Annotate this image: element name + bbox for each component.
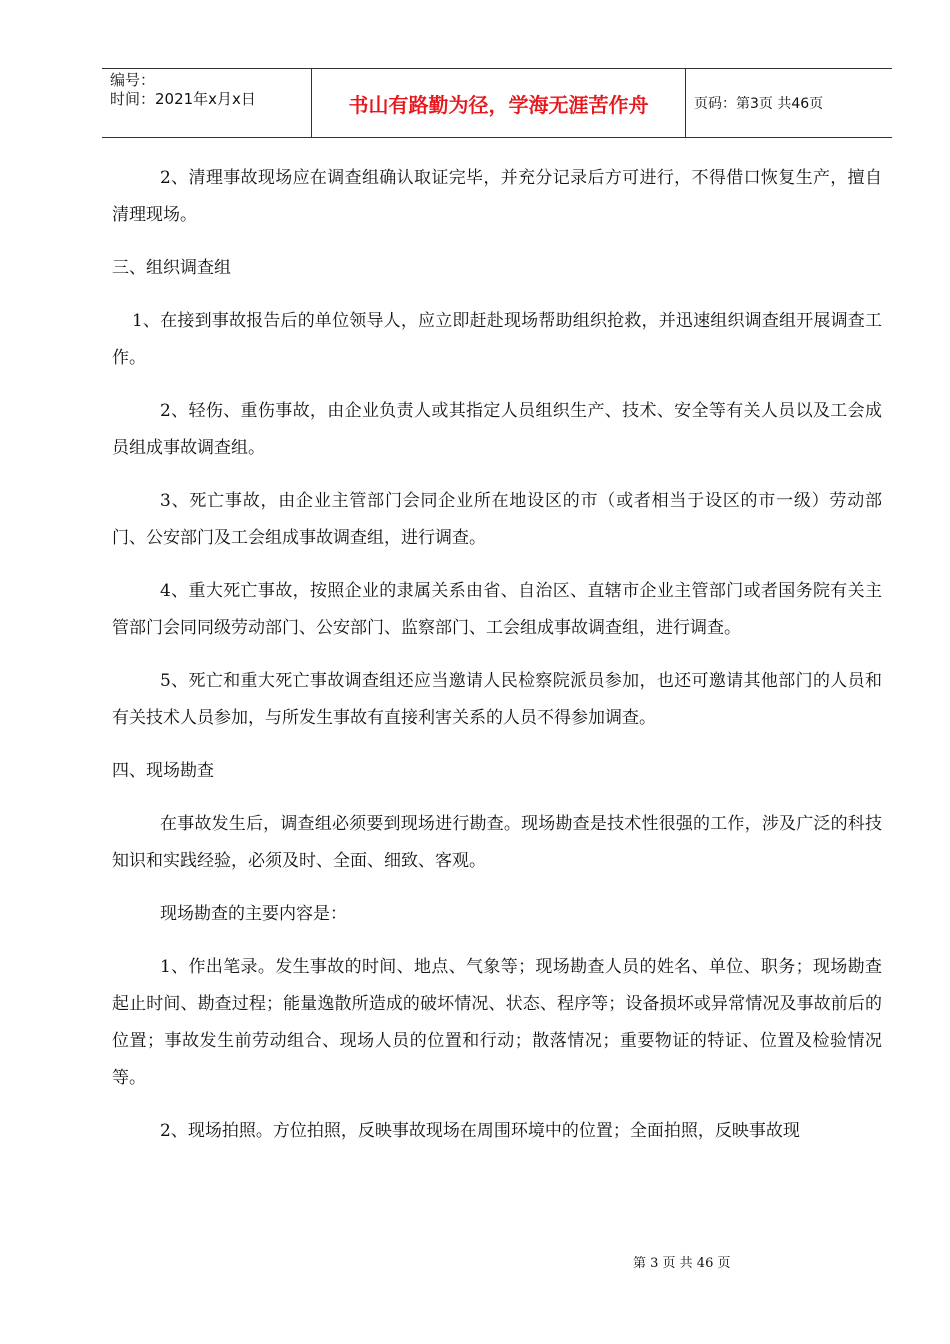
paragraph: 5、死亡和重大死亡事故调查组还应当邀请人民检察院派员参加，也还可邀请其他部门的人员和有关技术人员参加，与所发生事故有直接利害关系的人员不得参加调查。 — [112, 671, 882, 728]
header-meta — [102, 69, 312, 137]
paragraph: 在事故发生后，调查组必须要到现场进行勘查。现场勘查是技术性很强的工作，涉及广泛的科技知识和实践经验，必须及时、全面、细致、客观。 — [112, 814, 882, 871]
paragraph: 1、作出笔录。发生事故的时间、地点、气象等；现场勘查人员的姓名、单位、职务；现场勘查起止时间、勘查过程；能量逸散所造成的破坏情况、状态、程序等；设备损坏或异常情况及事故前后的位置；事故发生前劳动组合、现场人员的位置和行动；散落情况；重要物证的特证、位置及检验情况等。 — [112, 957, 882, 1088]
page-footer: 第 3 页 共 46 页 — [633, 1256, 731, 1271]
document-header — [102, 68, 892, 138]
serial-label: 编号： — [110, 71, 156, 89]
paragraph: 4、重大死亡事故，按照企业的隶属关系由省、自治区、直辖市企业主管部门或者国务院有关主管部门会同同级劳动部门、公安部门、监察部门、工会组成事故调查组，进行调查。 — [112, 581, 882, 638]
section-heading: 三、组织调查组 — [112, 258, 231, 278]
paragraph: 2、清理事故现场应在调查组确认取证完毕，并充分记录后方可进行，不得借口恢复生产，擅自清理现场。 — [112, 168, 882, 225]
header-motto: 书山有路勤为径，学海无涯苦作舟 — [312, 69, 686, 137]
document-body — [112, 160, 882, 1166]
section-heading: 四、现场勘查 — [112, 761, 214, 781]
paragraph: 1、在接到事故报告后的单位领导人，应立即赶赴现场帮助组织抢救，并迅速组织调查组开展调查工作。 — [112, 311, 882, 368]
paragraph: 现场勘查的主要内容是： — [160, 904, 347, 924]
paragraph: 2、现场拍照。方位拍照，反映事故现场在周围环境中的位置；全面拍照，反映事故现 — [160, 1121, 800, 1141]
header-page-info: 页码：第3页 共46页 — [694, 96, 824, 112]
time-label: 时间：2021年x月x日 — [110, 90, 256, 108]
paragraph: 2、轻伤、重伤事故，由企业负责人或其指定人员组织生产、技术、安全等有关人员以及工会成员组成事故调查组。 — [112, 401, 882, 458]
paragraph: 3、死亡事故，由企业主管部门会同企业所在地设区的市（或者相当于设区的市一级）劳动部门、公安部门及工会组成事故调查组，进行调查。 — [112, 491, 882, 548]
